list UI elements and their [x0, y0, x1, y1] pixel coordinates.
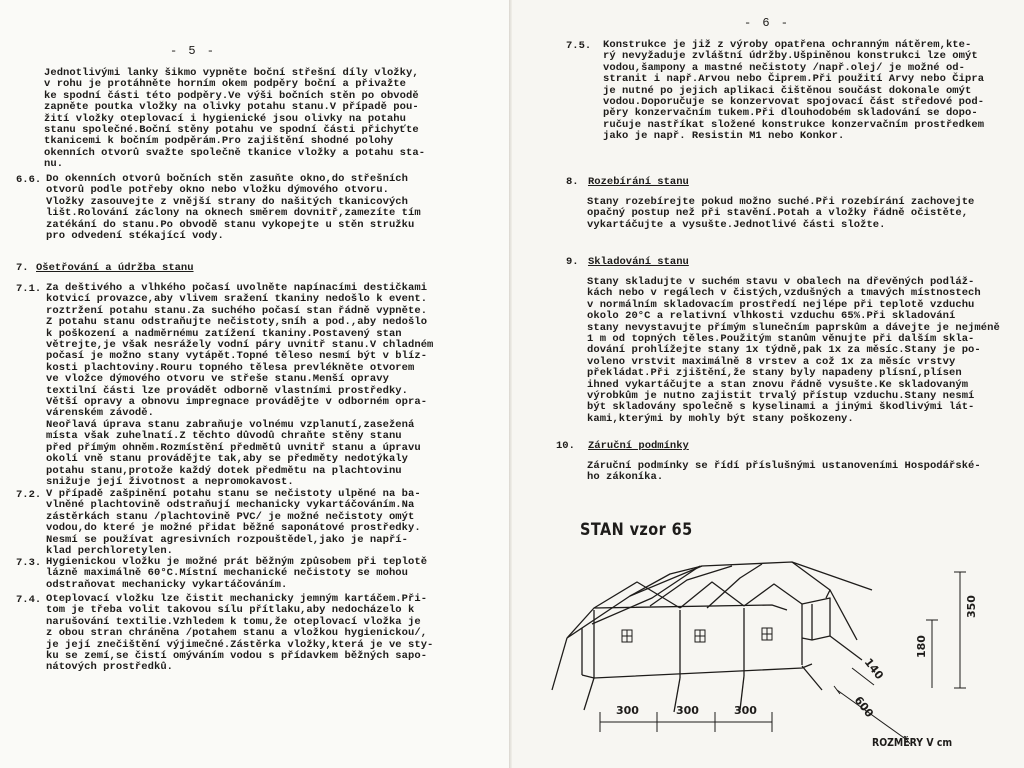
item-number: 6.6.	[16, 174, 42, 186]
item-text: Za deštivého a vlhkého počasí uvolněte napínacími destičkami kotvicí provazce,aby vlivem sražení tkaniny nedošlo k event. roztržení potahu stanu.Za suchého počasí stan řádně vypněte. Z potahu stanu odstraňujte nečistoty,sníh a pod.,aby nedošlo k poškození a nadměrnému zatížení tkaniny.Postavený stan větrejte,je však nesrážely vodní páry uvnitř stanu.V chladném počasí je možno stany vytápět.Topné těleso nesmí být v blíz- kosti plachtoviny.Rouru topného tělesa prevlékněte otvorem ve vložce dýmového otvoru ve střeše stanu.Menší opravy textilní části lze provádět odborně vlastními prostředky. Větší opravy a obnovu impregnace provádějte v odborném opra- várenském závodě. Neořlavá úprava stanu zabraňuje volnému vzplanutí,zasežená místa však zuhelnatí.Z těchto důvodů chraňte stěny stanu před přímým ohněm.Rozmístění předmětů uvnitř stanu a úpravu okolí vně stanu provádějte tak,aby se předměty nedotýkaly potahu stanu,protože každý dotek předmětu na plachtovinu snižuje její životnost a nepromokavost.	[46, 282, 434, 488]
page-number: - 5 -	[170, 44, 217, 58]
section-number: 8.	[566, 176, 579, 188]
item-6-6	[16, 174, 421, 242]
item-7-4	[16, 594, 433, 674]
section-number: 9.	[566, 256, 579, 268]
item-number: 7.4.	[16, 594, 42, 606]
item-number: 7.5.	[566, 40, 592, 52]
tent-drawing	[512, 0, 1024, 768]
section-text: Záruční podmínky se řídí příslušnými ustanoveními Hospodářské- ho zákoníka.	[587, 460, 981, 484]
page-number: - 6 -	[744, 16, 791, 30]
section-title: Skladování stanu	[588, 256, 689, 268]
item-text: V případě zašpinění potahu stanu se nečistoty ulpěné na ba- vlněné plachtovině odstraňují mechanicky vykartáčováním.Na zástěrkách stanu /plachtovině PVC/ je možné nečistoty omýt vodou,do které je možné přidat běžné saponátové prostředky. Nesmí se používat agresivních rozpouštědel,jako je napří- klad perchloretylen.	[46, 488, 421, 558]
item-number: 7.2.	[16, 489, 42, 501]
section-number: 10.	[556, 440, 575, 452]
item-number: 7.3.	[16, 557, 42, 569]
paragraph-intro	[44, 68, 425, 171]
drawing-caption: ROZMĚRY V cm	[872, 736, 953, 749]
item-text: Hygienickou vložku je možné prát běžným způsobem při teplotě lázně maximálně 60°C.Místní mechanické nečistoty se mohou odstraňovat mechanicky vykartáčováním.	[46, 556, 428, 591]
item-7-3	[16, 557, 427, 591]
item-text: Oteplovací vložku lze čistit mechanicky jemným kartáčem.Při- tom je třeba volit takovou sílu přítlaku,aby nedocházelo k narušování textilie.Vzhledem k tomu,že oteplovací vložka je z obou stran chráněna /potahem stanu a vložkou hygienickou/, je její znečištění výjimečné.Zástěrka vložky,která je ve sty- ku se zemí,se čistí omýváním vodou s přídavkem běžných sapo- nátových prostředků.	[46, 593, 434, 674]
drawing-title: STAN vzor 65	[580, 520, 693, 540]
dim-seg2: 300	[676, 704, 699, 717]
page-5	[0, 0, 510, 768]
page-6	[512, 0, 1024, 768]
item-7-1	[16, 283, 433, 488]
section-title: Ošetřování a údržba stanu	[36, 262, 194, 274]
section-text: Stany rozebírejte pokud možno suché.Při rozebírání zachovejte opačný postup než při stavění.Potah a vložky řádně očistěte, vykartáčujte a vysušte.Jednotlivé části složte.	[587, 196, 975, 231]
paragraph-text: Jednotlivými lanky šikmo vypněte boční střešní díly vložky, v rohu je protáhněte horním okem podpěry boční a přivažte ke spodní části této podpěry.Ve výši bočních stěn po obvodě zapněte poutka vložky na olivky potahu stanu.V případě pou- žití vložky oteplovací i hygienické jsou olivky na potahu stanu společné.Boční stěny potahu ve spodní části přichyťte tkanicemi k bočním podpěrám.Pro zajištění shodné polohy okenních otvorů svažte společně tkanice vložky a potahu sta- nu.	[44, 67, 426, 171]
dim-height-total: 350	[965, 595, 978, 618]
dim-width: 600	[851, 693, 877, 720]
dim-height-wall: 180	[915, 635, 928, 658]
section-number: 7.	[16, 262, 29, 274]
dim-seg3: 300	[734, 704, 757, 717]
section-text: Stany skladujte v suchém stavu v obalech na dřevěných podláž- kách nebo v regálech v čistých,vzdušných a tmavých místnostech v normálním skladovacím prostředí nejlépe při teplotě vzduchu okolo 20°C a relativní vlhkosti vzduchu 65%.Při skladování stany nevystavujte přímým slunečním paprskům a dávejte je nejméně 1 m od topných těles.Použitým stanům věnujte při dalším skla- dování prohlížejte stany 1x týdně,pak 1x za měsíc.Stany je po- voleno vrstvit maximálně 8 vrstev a což 1x za měsíc vrstvy překládat.Při zjištění,že stany byly napadeny plísní,plísen ihned vykartáčujte a stan znovu řádně vysušte.Ke skladovaným výrobkům je nutno zajistit trvalý přístup vzduchu.Stany nesmí být skladovány společně s kyselinami a jinými škodlivými lát- kami,kterými by mohly být stany poškozeny.	[587, 276, 1000, 425]
dim-seg1: 300	[616, 704, 639, 717]
section-title: Rozebírání stanu	[588, 176, 689, 188]
item-7-2	[16, 489, 421, 557]
item-text: Konstrukce je již z výroby opatřena ochranným nátěrem,kte- rý nevyžaduje zvláštní údržby.Ušpiněnou konstrukci lze omýt vodou,šampony a mastné nečistoty /např.olej/ je možné od- stranit i např.Arvou nebo Čiprem.Při použití Arvy nebo Čipra je nutné po jejich aplikaci čištěnou součást dokonale omýt vodou.Doporučuje se konzervovat spojovací část středové pod- pěry konzervačním tukem.Při dlouhodobém skladování se dopo- ručuje nastříkat složené konstrukce konzervačním prostředkem jako je např. Resistin M1 nebo Konkor.	[603, 39, 985, 143]
dim-vestibule: 140	[861, 655, 887, 682]
section-title: Záruční podmínky	[588, 440, 689, 452]
item-text: Do okenních otvorů bočních stěn zasuňte okno,do střešních otvorů podle potřeby okno nebo vložku dýmového otvoru. Vložky zasouvejte z vnější strany do našitých tkanicových lišt.Rolování záclony na oknech směrem dovnitř,zamezíte tím zatékání do stanu.Po obvodě stanu vykopejte u stěn stružku pro odvedení stékající vody.	[46, 173, 421, 243]
item-number: 7.1.	[16, 283, 42, 295]
